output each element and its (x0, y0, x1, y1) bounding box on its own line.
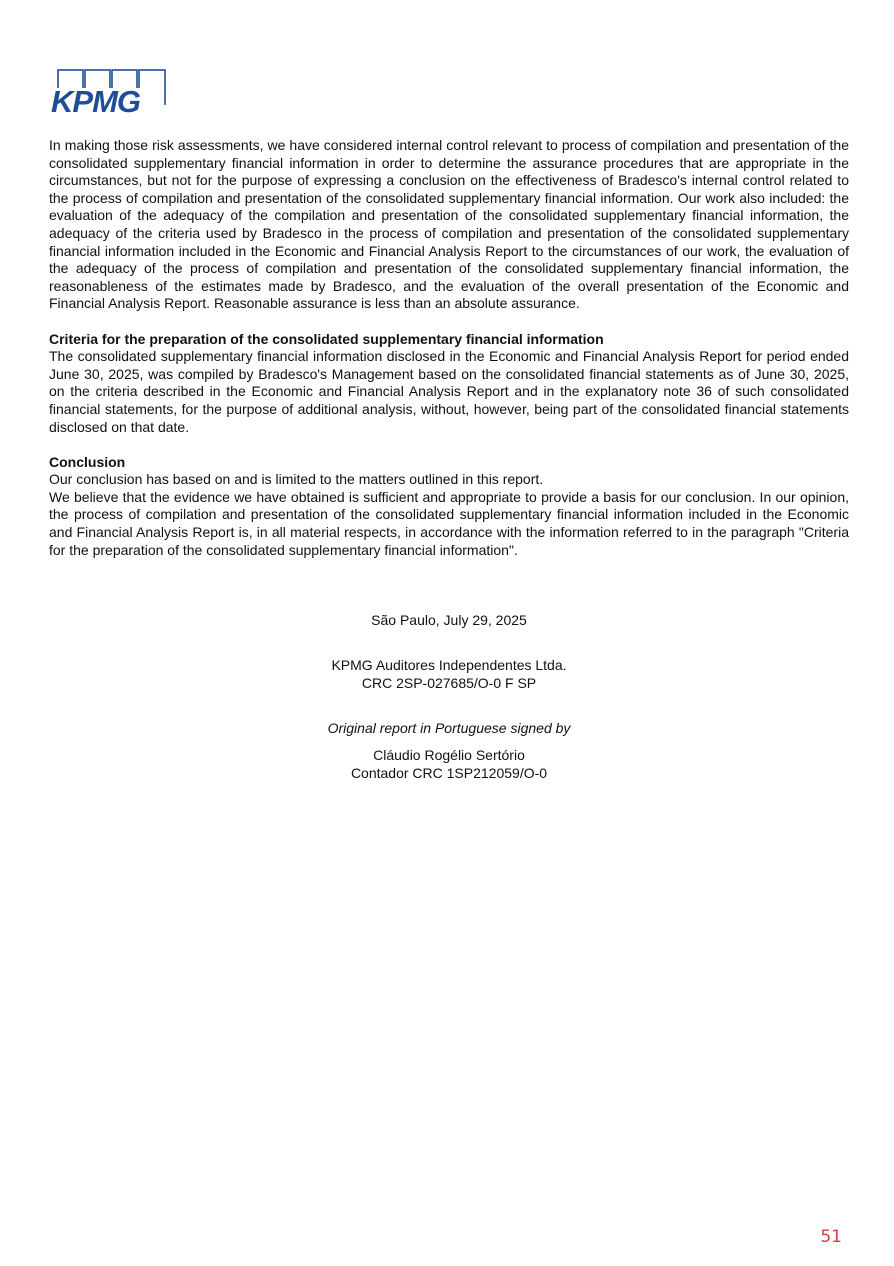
signed-by-note: Original report in Portuguese signed by (327, 720, 571, 736)
signer-crc: Contador CRC 1SP212059/O-0 (350, 764, 548, 781)
report-body (49, 137, 849, 559)
firm-block (49, 657, 849, 692)
firm-name: KPMG Auditores Independentes Ltda. (331, 657, 567, 673)
kpmg-logo (50, 68, 168, 118)
firm-crc: CRC 2SP-027685/O-0 F SP (361, 674, 537, 691)
page-number: 51 (820, 1227, 842, 1247)
signer-block (49, 747, 849, 782)
conclusion-heading: Conclusion (49, 453, 126, 470)
signer-name: Cláudio Rogélio Sertório (373, 747, 525, 763)
svg-text:KPMG: KPMG (51, 84, 140, 118)
city-date: São Paulo, July 29, 2025 (371, 612, 527, 628)
conclusion-paragraph: We believe that the evidence we have obtained is sufficient and appropriate to provide a basis for our conclusion. In our opinion, the process of compilation and presentation of the consolidated supplementary financial information included in the Economic and Financial Analysis Report is, in all material respects, in accordance with the information referred to in the paragraph "Criteria for the preparation of the consolidated supplementary financial information". (49, 488, 849, 558)
risk-assessment-paragraph: In making those risk assessments, we have considered internal control relevant to process of compilation and presentation of the consolidated supplementary financial information in order to determine the assurance procedures that are appropriate in the circumstances, but not for the purpose of expressing a conclusion on the effectiveness of Bradesco's internal control related to the process of compilation and presentation of the consolidated supplementary financial information. Our work also included: the evaluation of the adequacy of the compilation and presentation of the consolidated supplementary financial information, the adequacy of the criteria used by Bradesco in the process of compilation and presentation of the consolidated supplementary financial information included in the Economic and Financial Analysis Report to the circumstances of our work, the evaluation of the adequacy of the process of compilation and presentation of the consolidated supplementary financial information, the reasonableness of the estimates made by Bradesco, and the evaluation of the overall presentation of the Economic and Financial Analysis Report. Reasonable assurance is less than an absolute assurance. (49, 137, 849, 312)
criteria-heading: Criteria for the preparation of the consolidated supplementary financial information (49, 330, 604, 347)
conclusion-line-1: Our conclusion has based on and is limited to the matters outlined in this report. (49, 471, 544, 488)
criteria-paragraph: The consolidated supplementary financial information disclosed in the Economic and Financial Analysis Report for period ended June 30, 2025, was compiled by Bradesco's Management based on the consolidated financial statements as of June 30, 2025, on the criteria described in the Economic and Financial Analysis Report and in the explanatory note 36 of such consolidated financial statements, for the purpose of additional analysis, without, however, being part of the consolidated financial statements disclosed on that date. (49, 348, 849, 435)
